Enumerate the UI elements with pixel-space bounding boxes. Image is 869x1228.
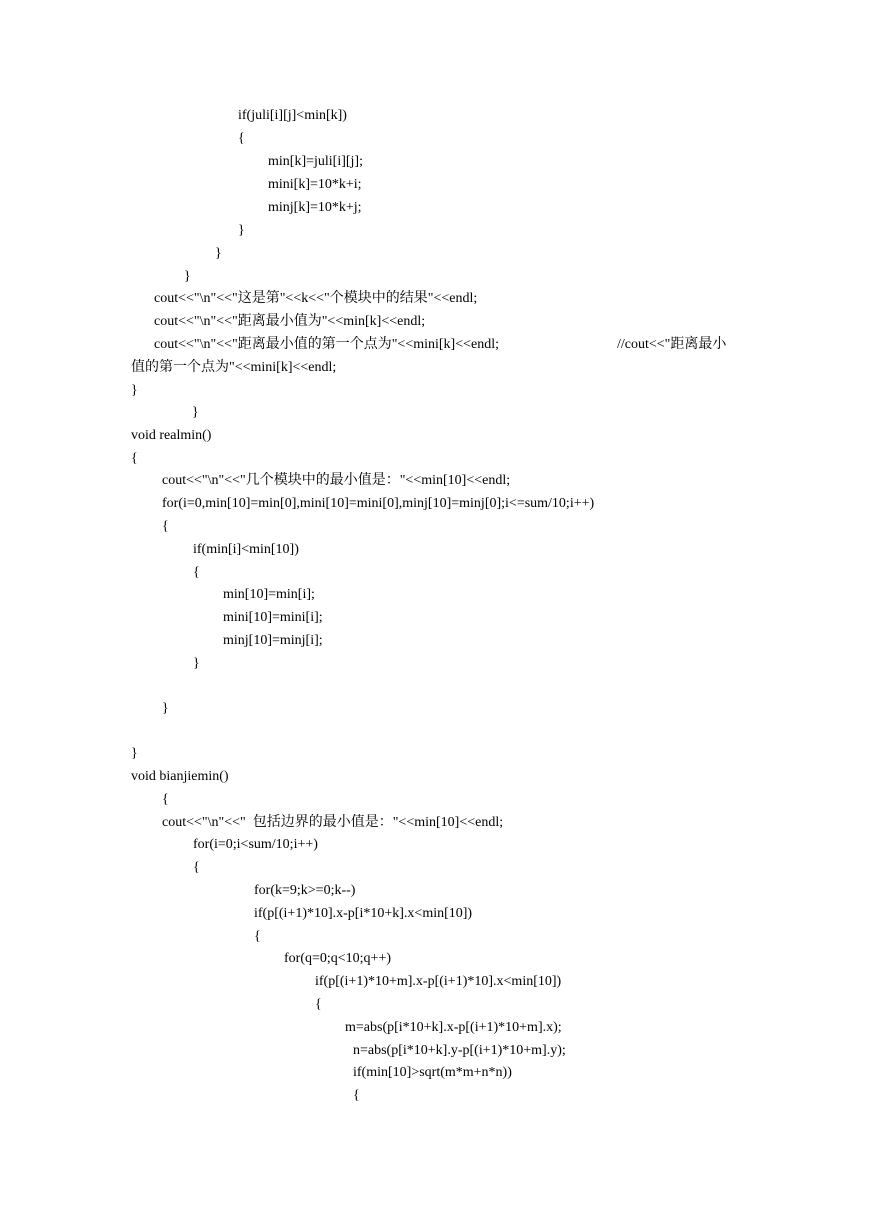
code-line: {	[193, 565, 200, 580]
code-line: min[k]=juli[i][j];	[268, 154, 363, 169]
code-comment: //cout<<"距离最小	[617, 337, 727, 352]
code-line: }	[238, 223, 245, 238]
code-line: n=abs(p[i*10+k].y-p[(i+1)*10+m].y);	[353, 1043, 566, 1058]
code-line: cout<<"\n"<<" 包括边界的最小值是："<<min[10]<<endl;	[162, 815, 504, 830]
code-line: if(p[(i+1)*10+m].x-p[(i+1)*10].x<min[10])	[315, 974, 562, 989]
code-line: if(juli[i][j]<min[k])	[238, 108, 347, 123]
code-line: }	[131, 383, 138, 398]
code-line: 值的第一个点为"<<mini[k]<<endl;	[131, 360, 337, 375]
code-line: {	[193, 860, 200, 875]
code-line: }	[162, 701, 169, 716]
code-line: {	[162, 792, 169, 807]
code-line: for(i=0;i<sum/10;i++)	[193, 837, 318, 852]
code-line: minj[10]=minj[i];	[223, 633, 323, 648]
code-line: {	[353, 1088, 360, 1103]
code-line: }	[131, 746, 138, 761]
code-line: {	[131, 451, 138, 466]
code-line: for(i=0,min[10]=min[0],mini[10]=mini[0],minj[10]=minj[0];i<=sum/10;i++)	[162, 496, 595, 511]
code-line: {	[254, 929, 261, 944]
code-line: cout<<"\n"<<"距离最小值为"<<min[k]<<endl;	[154, 314, 426, 329]
code-line: mini[10]=mini[i];	[223, 610, 323, 625]
code-line: void bianjiemin()	[131, 769, 229, 784]
code-line: }	[215, 246, 222, 261]
code-line: cout<<"\n"<<"几个模块中的最小值是："<<min[10]<<endl;	[162, 473, 511, 488]
code-line: {	[238, 131, 245, 146]
code-line: if(min[i]<min[10])	[193, 542, 299, 557]
code-line: void realmin()	[131, 428, 212, 443]
code-line: mini[k]=10*k+i;	[268, 177, 362, 192]
code-line: cout<<"\n"<<"这是第"<<k<<"个模块中的结果"<<endl;	[154, 291, 478, 306]
code-line: if(p[(i+1)*10].x-p[i*10+k].x<min[10])	[254, 906, 473, 921]
code-line: {	[162, 519, 169, 534]
code-line: minj[k]=10*k+j;	[268, 200, 362, 215]
code-line: }	[193, 656, 200, 671]
code-line: cout<<"\n"<<"距离最小值的第一个点为"<<mini[k]<<endl;	[154, 337, 500, 352]
code-line: {	[315, 997, 322, 1012]
code-line: for(k=9;k>=0;k--)	[254, 883, 356, 898]
code-line: for(q=0;q<10;q++)	[284, 951, 392, 966]
code-line: min[10]=min[i];	[223, 587, 315, 602]
code-line: }	[184, 269, 191, 284]
code-line: if(min[10]>sqrt(m*m+n*n))	[353, 1065, 512, 1080]
code-line: }	[192, 405, 199, 420]
code-line: m=abs(p[i*10+k].x-p[(i+1)*10+m].x);	[345, 1020, 562, 1035]
